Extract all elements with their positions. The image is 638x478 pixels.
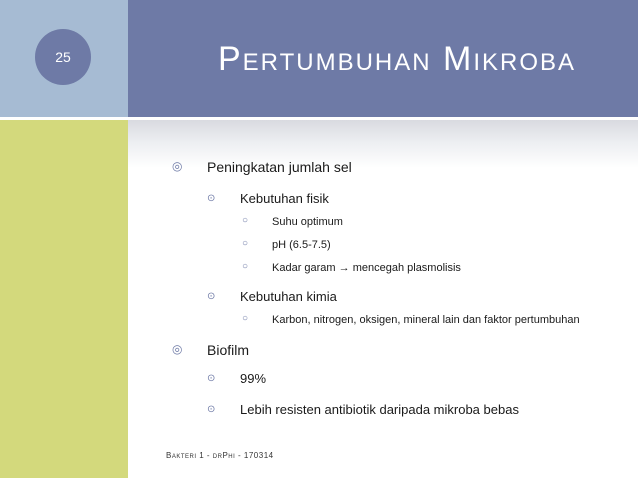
dot-circle-icon: ⊙ [207,404,216,415]
bullet-level2-text: Kebutuhan fisik [240,191,329,206]
bullet-level1-text: Peningkatan jumlah sel [207,159,352,175]
bullet-level1-text: Biofilm [207,342,250,358]
ring-icon: ○ [242,238,249,249]
slide-number: 25 [35,29,91,85]
dot-circle-icon: ⊙ [207,193,216,204]
slide-footer: Bakteri 1 - drPhi - 170314 [166,451,274,460]
bullet-level2-text: Lebih resisten antibiotik daripada mikroba bebas [240,402,519,417]
bullet-level2-text: Kebutuhan kimia [240,289,337,304]
bullet-level2-text: 99% [240,371,267,386]
ring-icon: ○ [242,215,249,226]
dot-circle-icon: ⊙ [207,373,216,384]
double-circle-icon: ◎ [172,159,183,173]
ring-icon: ○ [242,313,249,324]
double-circle-icon: ◎ [172,342,183,356]
dot-circle-icon: ⊙ [207,291,216,302]
bullet-level3-text: pH (6.5-7.5) [272,239,331,251]
bullet-level3-text: Karbon, nitrogen, oksigen, mineral lain dan faktor pertumbuhan [272,314,580,326]
bullet-level3-text: Suhu optimum [272,216,343,228]
slide-title: Pertumbuhan Mikroba [218,40,577,78]
bullet-level3-text: Kadar garam → mencegah plasmolisis [272,262,461,274]
ring-icon: ○ [242,261,249,272]
